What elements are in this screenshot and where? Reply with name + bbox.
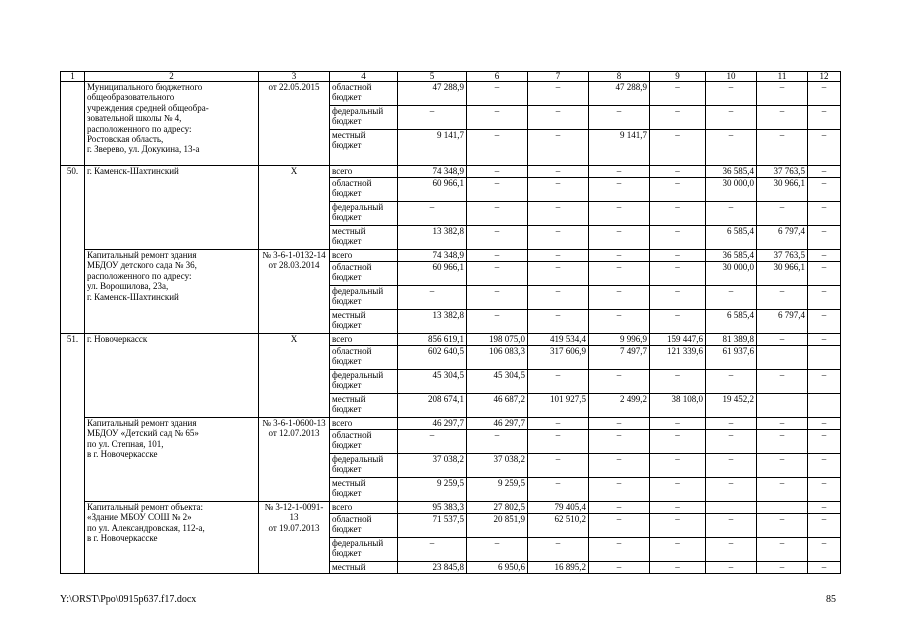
table-row — [61, 502, 841, 514]
budget-type-cell: местный — [330, 562, 398, 574]
value-cell: – — [808, 334, 841, 346]
value-cell: 46 297,7 — [467, 418, 528, 430]
value-cell: 30 966,1 — [757, 262, 808, 286]
value-cell: – — [528, 430, 589, 454]
value-cell: – — [757, 538, 808, 562]
value-cell — [757, 394, 808, 418]
value-cell: 30 000,0 — [706, 178, 757, 202]
value-cell: – — [467, 178, 528, 202]
value-cell: 6 797,4 — [757, 226, 808, 250]
value-cell: 198 075,0 — [467, 334, 528, 346]
value-cell: 37 038,2 — [467, 454, 528, 478]
value-cell: – — [650, 130, 706, 166]
value-cell: 45 304,5 — [398, 370, 467, 394]
value-cell: 30 000,0 — [706, 262, 757, 286]
value-cell: 20 851,9 — [467, 514, 528, 538]
value-cell: – — [650, 370, 706, 394]
budget-type-cell: местный бюджет — [330, 130, 398, 166]
value-cell: – — [757, 202, 808, 226]
column-header: 6 — [467, 72, 528, 82]
value-cell: – — [589, 286, 650, 310]
value-cell: – — [528, 286, 589, 310]
value-cell: – — [467, 286, 528, 310]
value-cell: 38 108,0 — [650, 394, 706, 418]
value-cell: – — [706, 286, 757, 310]
value-cell: 6 950,6 — [467, 562, 528, 574]
value-cell: 61 937,6 — [706, 346, 757, 370]
value-cell: 46 687,2 — [467, 394, 528, 418]
value-cell: 121 339,6 — [650, 346, 706, 370]
value-cell: – — [650, 202, 706, 226]
value-cell: – — [808, 202, 841, 226]
value-cell: – — [589, 310, 650, 334]
value-cell: 317 606,9 — [528, 346, 589, 370]
value-cell: – — [650, 478, 706, 502]
value-cell: – — [528, 370, 589, 394]
budget-type-cell: областной бюджет — [330, 514, 398, 538]
value-cell: – — [757, 478, 808, 502]
row-label-cell: г. Каменск-Шахтинский — [85, 166, 259, 250]
value-cell: – — [706, 562, 757, 574]
value-cell: – — [808, 370, 841, 394]
value-cell: – — [467, 430, 528, 454]
budget-type-cell: федеральный бюджет — [330, 370, 398, 394]
value-cell: – — [808, 538, 841, 562]
value-cell: 13 382,8 — [398, 226, 467, 250]
value-cell: 37 763,5 — [757, 250, 808, 262]
column-header: 4 — [330, 72, 398, 82]
budget-type-cell: федеральный бюджет — [330, 106, 398, 130]
value-cell: – — [650, 166, 706, 178]
value-cell: – — [467, 250, 528, 262]
row-label-cell: Капитальный ремонт здания МБДОУ «Детский сад № 65» по ул. Степная, 101, в г. Новочеркасске — [85, 418, 259, 502]
value-cell: 62 510,2 — [528, 514, 589, 538]
value-cell: – — [528, 202, 589, 226]
budget-type-cell: местный бюджет — [330, 226, 398, 250]
row-label-cell: Х — [259, 334, 330, 418]
value-cell: – — [650, 226, 706, 250]
value-cell: – — [528, 82, 589, 106]
row-label-cell: Муниципального бюджетного общеобразовательного учреждения средней общеобра- зовательной школы № 4, расположенного по адресу: Ростовская область, г. Зверево, ул. Докукина, 13-а — [85, 82, 259, 166]
value-cell: – — [589, 418, 650, 430]
value-cell: 37 038,2 — [398, 454, 467, 478]
row-label-cell: г. Новочеркасск — [85, 334, 259, 418]
value-cell: – — [757, 562, 808, 574]
value-cell: – — [467, 106, 528, 130]
value-cell: – — [808, 502, 841, 514]
value-cell: – — [528, 538, 589, 562]
value-cell: – — [808, 454, 841, 478]
column-header: 7 — [528, 72, 589, 82]
value-cell: – — [650, 418, 706, 430]
value-cell: – — [589, 226, 650, 250]
value-cell: – — [808, 130, 841, 166]
value-cell — [757, 502, 808, 514]
value-cell: – — [808, 166, 841, 178]
value-cell: – — [528, 226, 589, 250]
value-cell: – — [650, 82, 706, 106]
value-cell: – — [808, 82, 841, 106]
value-cell: 74 348,9 — [398, 250, 467, 262]
value-cell: 74 348,9 — [398, 166, 467, 178]
value-cell: – — [528, 250, 589, 262]
value-cell: 208 674,1 — [398, 394, 467, 418]
value-cell: – — [467, 310, 528, 334]
value-cell: – — [398, 430, 467, 454]
value-cell: – — [706, 418, 757, 430]
value-cell: 9 259,5 — [467, 478, 528, 502]
value-cell: 6 585,4 — [706, 226, 757, 250]
budget-type-cell: всего — [330, 502, 398, 514]
value-cell: 7 497,7 — [589, 346, 650, 370]
budget-type-cell: местный бюджет — [330, 478, 398, 502]
value-cell: – — [757, 418, 808, 430]
column-header: 10 — [706, 72, 757, 82]
value-cell: – — [757, 334, 808, 346]
value-cell: – — [650, 106, 706, 130]
row-label-cell: Х — [259, 166, 330, 250]
value-cell: – — [528, 478, 589, 502]
value-cell: – — [589, 454, 650, 478]
value-cell: – — [467, 82, 528, 106]
table-row — [61, 334, 841, 346]
budget-type-cell: областной бюджет — [330, 430, 398, 454]
row-label-cell: Капитальный ремонт объекта: «Здание МБОУ СОШ № 2» по ул. Александровская, 112-а, в г. Новочеркасске — [85, 502, 259, 574]
budget-type-cell: местный бюджет — [330, 394, 398, 418]
value-cell: – — [589, 178, 650, 202]
column-header: 2 — [85, 72, 259, 82]
value-cell: – — [528, 262, 589, 286]
value-cell: – — [589, 250, 650, 262]
value-cell: – — [650, 310, 706, 334]
value-cell: 101 927,5 — [528, 394, 589, 418]
value-cell: – — [398, 202, 467, 226]
header-row — [61, 72, 841, 82]
value-cell: – — [589, 562, 650, 574]
value-cell: – — [706, 370, 757, 394]
table-row — [61, 418, 841, 430]
value-cell: – — [650, 178, 706, 202]
value-cell: 419 534,4 — [528, 334, 589, 346]
row-label-cell: № 3-6-1-0132-14 от 28.03.2014 — [259, 250, 330, 334]
value-cell: – — [467, 166, 528, 178]
value-cell: – — [808, 250, 841, 262]
value-cell: – — [757, 82, 808, 106]
column-header: 5 — [398, 72, 467, 82]
value-cell: – — [528, 106, 589, 130]
value-cell: 856 619,1 — [398, 334, 467, 346]
value-cell: 46 297,7 — [398, 418, 467, 430]
value-cell: – — [706, 478, 757, 502]
value-cell: – — [706, 82, 757, 106]
value-cell: – — [589, 538, 650, 562]
row-label-cell: № 3-12-1-0091-13 от 19.07.2013 — [259, 502, 330, 574]
budget-type-cell: федеральный бюджет — [330, 538, 398, 562]
value-cell: 27 802,5 — [467, 502, 528, 514]
value-cell: 60 966,1 — [398, 262, 467, 286]
row-label-cell: № 3-6-1-0600-13 от 12.07.2013 — [259, 418, 330, 502]
value-cell: – — [650, 454, 706, 478]
row-label-cell: от 22.05.2015 — [259, 82, 330, 166]
value-cell: 60 966,1 — [398, 178, 467, 202]
value-cell: 47 288,9 — [589, 82, 650, 106]
value-cell: – — [808, 262, 841, 286]
table-row — [61, 82, 841, 106]
value-cell: 36 585,4 — [706, 250, 757, 262]
column-header: 8 — [589, 72, 650, 82]
value-cell: 9 141,7 — [589, 130, 650, 166]
value-cell: – — [808, 226, 841, 250]
column-header: 1 — [61, 72, 85, 82]
value-cell: – — [650, 502, 706, 514]
value-cell: – — [528, 310, 589, 334]
value-cell: – — [706, 130, 757, 166]
value-cell: – — [757, 430, 808, 454]
value-cell: 45 304,5 — [467, 370, 528, 394]
value-cell: – — [589, 262, 650, 286]
value-cell: – — [589, 106, 650, 130]
value-cell: – — [808, 418, 841, 430]
document-page — [60, 71, 840, 574]
value-cell — [757, 346, 808, 370]
budget-type-cell: местный бюджет — [330, 310, 398, 334]
budget-type-cell: федеральный бюджет — [330, 286, 398, 310]
table-row — [61, 166, 841, 178]
value-cell: – — [589, 166, 650, 178]
budget-type-cell: областной бюджет — [330, 346, 398, 370]
row-label-cell: 50. — [61, 166, 85, 334]
value-cell: – — [650, 562, 706, 574]
value-cell: – — [398, 538, 467, 562]
value-cell: – — [757, 514, 808, 538]
value-cell: – — [589, 514, 650, 538]
value-cell: 16 895,2 — [528, 562, 589, 574]
value-cell: – — [650, 538, 706, 562]
footer-file-path: Y:\ORST\Ppo\0915p637.f17.docx — [60, 594, 197, 605]
row-label-cell: 51. — [61, 334, 85, 574]
value-cell: – — [528, 454, 589, 478]
value-cell: – — [467, 538, 528, 562]
value-cell: – — [650, 514, 706, 538]
value-cell: 79 405,4 — [528, 502, 589, 514]
value-cell: – — [808, 562, 841, 574]
value-cell: 30 966,1 — [757, 178, 808, 202]
value-cell: – — [706, 538, 757, 562]
value-cell: – — [808, 430, 841, 454]
budget-type-cell: федеральный бюджет — [330, 202, 398, 226]
value-cell: – — [706, 514, 757, 538]
value-cell: 106 083,3 — [467, 346, 528, 370]
footer-page-number: 85 — [826, 594, 836, 605]
column-header: 3 — [259, 72, 330, 82]
column-header: 9 — [650, 72, 706, 82]
value-cell: – — [650, 250, 706, 262]
budget-type-cell: всего — [330, 418, 398, 430]
value-cell: 95 383,3 — [398, 502, 467, 514]
value-cell: – — [589, 430, 650, 454]
value-cell: 602 640,5 — [398, 346, 467, 370]
value-cell: 71 537,5 — [398, 514, 467, 538]
budget-table — [60, 71, 841, 574]
value-cell: 19 452,2 — [706, 394, 757, 418]
value-cell — [808, 346, 841, 370]
budget-type-cell: всего — [330, 166, 398, 178]
value-cell: – — [808, 310, 841, 334]
budget-type-cell: областной бюджет — [330, 262, 398, 286]
value-cell: 159 447,6 — [650, 334, 706, 346]
value-cell: – — [757, 454, 808, 478]
value-cell: 47 288,9 — [398, 82, 467, 106]
budget-type-cell: всего — [330, 250, 398, 262]
value-cell: – — [467, 262, 528, 286]
value-cell: – — [467, 130, 528, 166]
row-label-cell — [61, 82, 85, 166]
budget-type-cell: областной бюджет — [330, 178, 398, 202]
budget-type-cell: всего — [330, 334, 398, 346]
value-cell: – — [808, 106, 841, 130]
value-cell: – — [706, 202, 757, 226]
value-cell: – — [589, 478, 650, 502]
value-cell: – — [808, 514, 841, 538]
value-cell: 2 499,2 — [589, 394, 650, 418]
column-header: 12 — [808, 72, 841, 82]
value-cell: 9 259,5 — [398, 478, 467, 502]
value-cell — [706, 502, 757, 514]
value-cell: – — [650, 286, 706, 310]
value-cell: – — [706, 430, 757, 454]
value-cell: 81 389,8 — [706, 334, 757, 346]
row-label-cell: Капитальный ремонт здания МБДОУ детского сада № 36, расположенного по адресу: ул. Ворошилова, 23а, г. Каменск-Шахтинский — [85, 250, 259, 334]
value-cell: – — [808, 178, 841, 202]
value-cell: – — [650, 262, 706, 286]
value-cell: – — [398, 286, 467, 310]
value-cell: – — [528, 178, 589, 202]
value-cell: – — [398, 106, 467, 130]
value-cell: – — [528, 166, 589, 178]
value-cell: – — [757, 130, 808, 166]
value-cell: – — [757, 286, 808, 310]
value-cell: – — [528, 130, 589, 166]
budget-type-cell: областной бюджет — [330, 82, 398, 106]
value-cell: 37 763,5 — [757, 166, 808, 178]
value-cell: – — [808, 286, 841, 310]
value-cell: 23 845,8 — [398, 562, 467, 574]
value-cell: 13 382,8 — [398, 310, 467, 334]
table-row — [61, 250, 841, 262]
value-cell — [808, 394, 841, 418]
value-cell: – — [467, 202, 528, 226]
value-cell: 6 585,4 — [706, 310, 757, 334]
column-header: 11 — [757, 72, 808, 82]
value-cell: – — [650, 430, 706, 454]
value-cell: 9 141,7 — [398, 130, 467, 166]
value-cell: – — [757, 370, 808, 394]
value-cell: – — [589, 370, 650, 394]
value-cell: – — [528, 418, 589, 430]
value-cell: 9 996,9 — [589, 334, 650, 346]
value-cell: – — [589, 502, 650, 514]
value-cell: 6 797,4 — [757, 310, 808, 334]
budget-type-cell: федеральный бюджет — [330, 454, 398, 478]
value-cell: – — [808, 478, 841, 502]
value-cell: 36 585,4 — [706, 166, 757, 178]
value-cell: – — [467, 226, 528, 250]
value-cell: – — [706, 106, 757, 130]
value-cell: – — [706, 454, 757, 478]
value-cell: – — [757, 106, 808, 130]
value-cell: – — [589, 202, 650, 226]
